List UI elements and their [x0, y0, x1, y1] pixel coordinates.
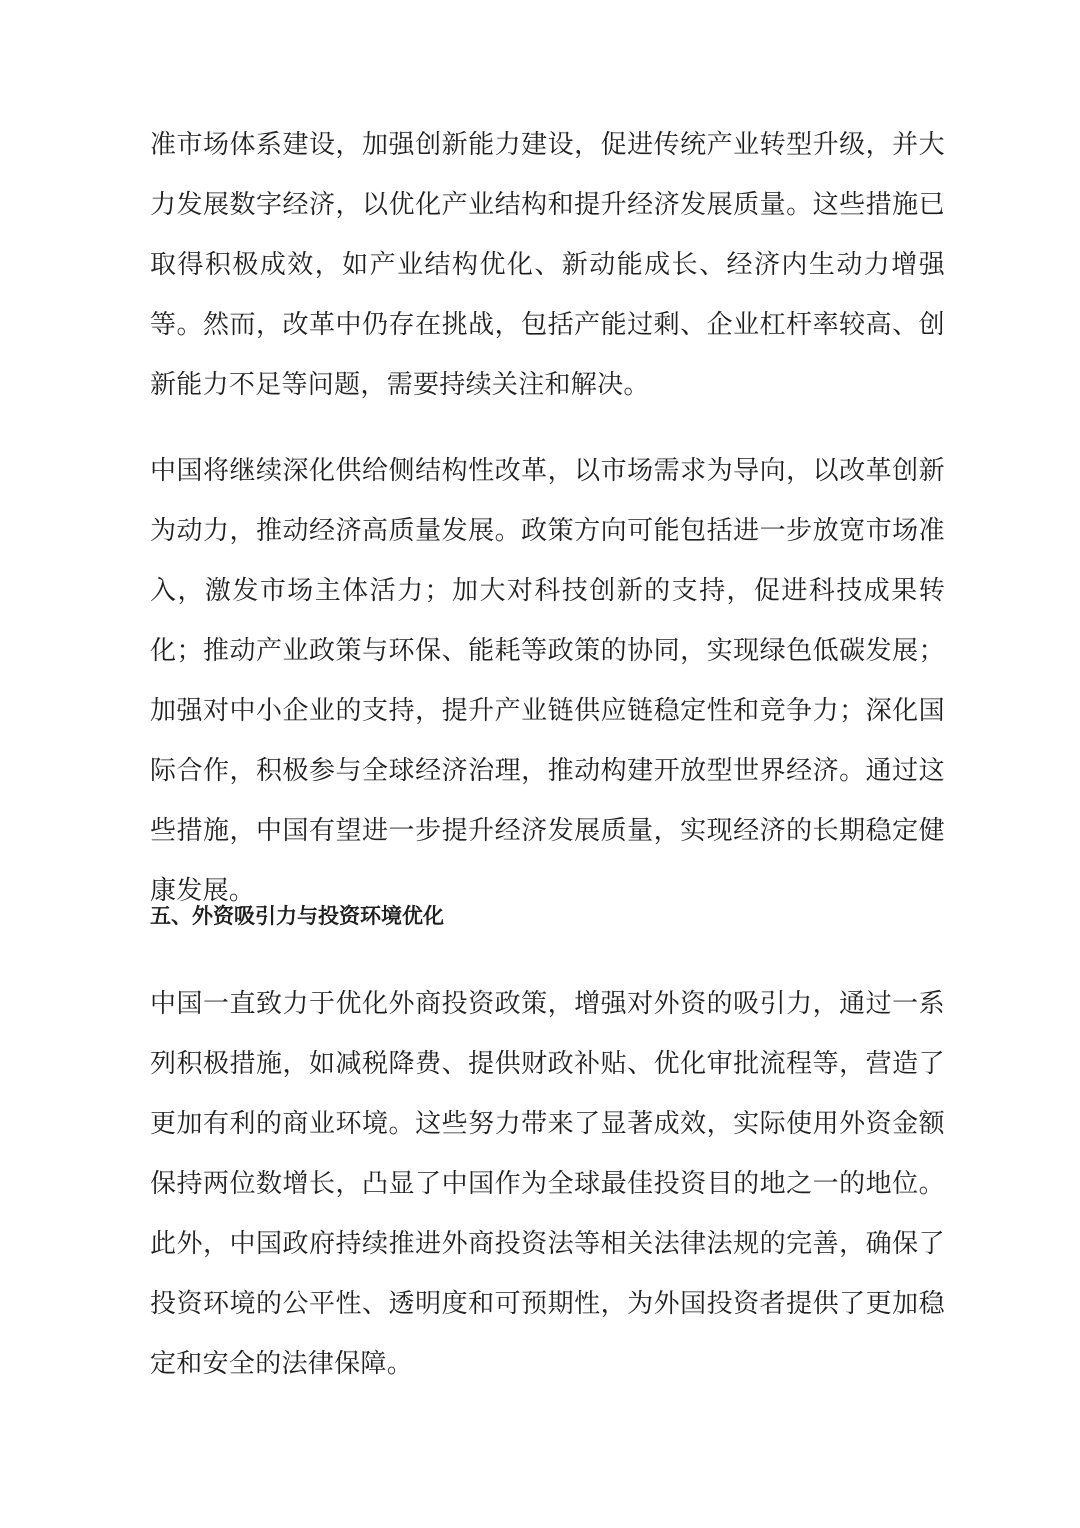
paragraph-foreign-investment: 中国一直致力于优化外商投资政策，增强对外资的吸引力，通过一系列积极措施，如减税降费、提供财政补贴、优化审批流程等，营造了更加有利的商业环境。这些努力带来了显著成效，实际使用外资金额保持两位数增长，凸显了中国作为全球最佳投资目的地之一的地位。此外，中国政府持续推进外商投资法等相关法律法规的完善，确保了投资环境的公平性、透明度和可预期性，为外国投资者提供了更加稳定和安全的法律保障。 [150, 989, 945, 1379]
paragraph-policy-direction: 中国将继续深化供给侧结构性改革，以市场需求为导向，以改革创新为动力，推动经济高质量发展。政策方向可能包括进一步放宽市场准入，激发市场主体活力；加大对科技创新的支持，促进科技成果转化；推动产业政策与环保、能耗等政策的协同，实现绿色低碳发展；加强对中小企业的支持，提升产业链供应链稳定性和竞争力；深化国际合作，积极参与全球经济治理，推动构建开放型世界经济。通过这些措施，中国有望进一步提升经济发展质量，实现经济的长期稳定健康发展。 [150, 456, 945, 906]
paragraph-reform-measures: 准市场体系建设，加强创新能力建设，促进传统产业转型升级，并大力发展数字经济，以优化产业结构和提升经济发展质量。这些措施已取得积极成效，如产业结构优化、新动能成长、经济内生动力增强等。然而，改革中仍存在挑战，包括产能过剩、企业杠杆率较高、创新能力不足等问题，需要持续关注和解决。 [150, 130, 945, 400]
section-heading-foreign-investment: 五、外资吸引力与投资环境优化 [150, 904, 444, 928]
